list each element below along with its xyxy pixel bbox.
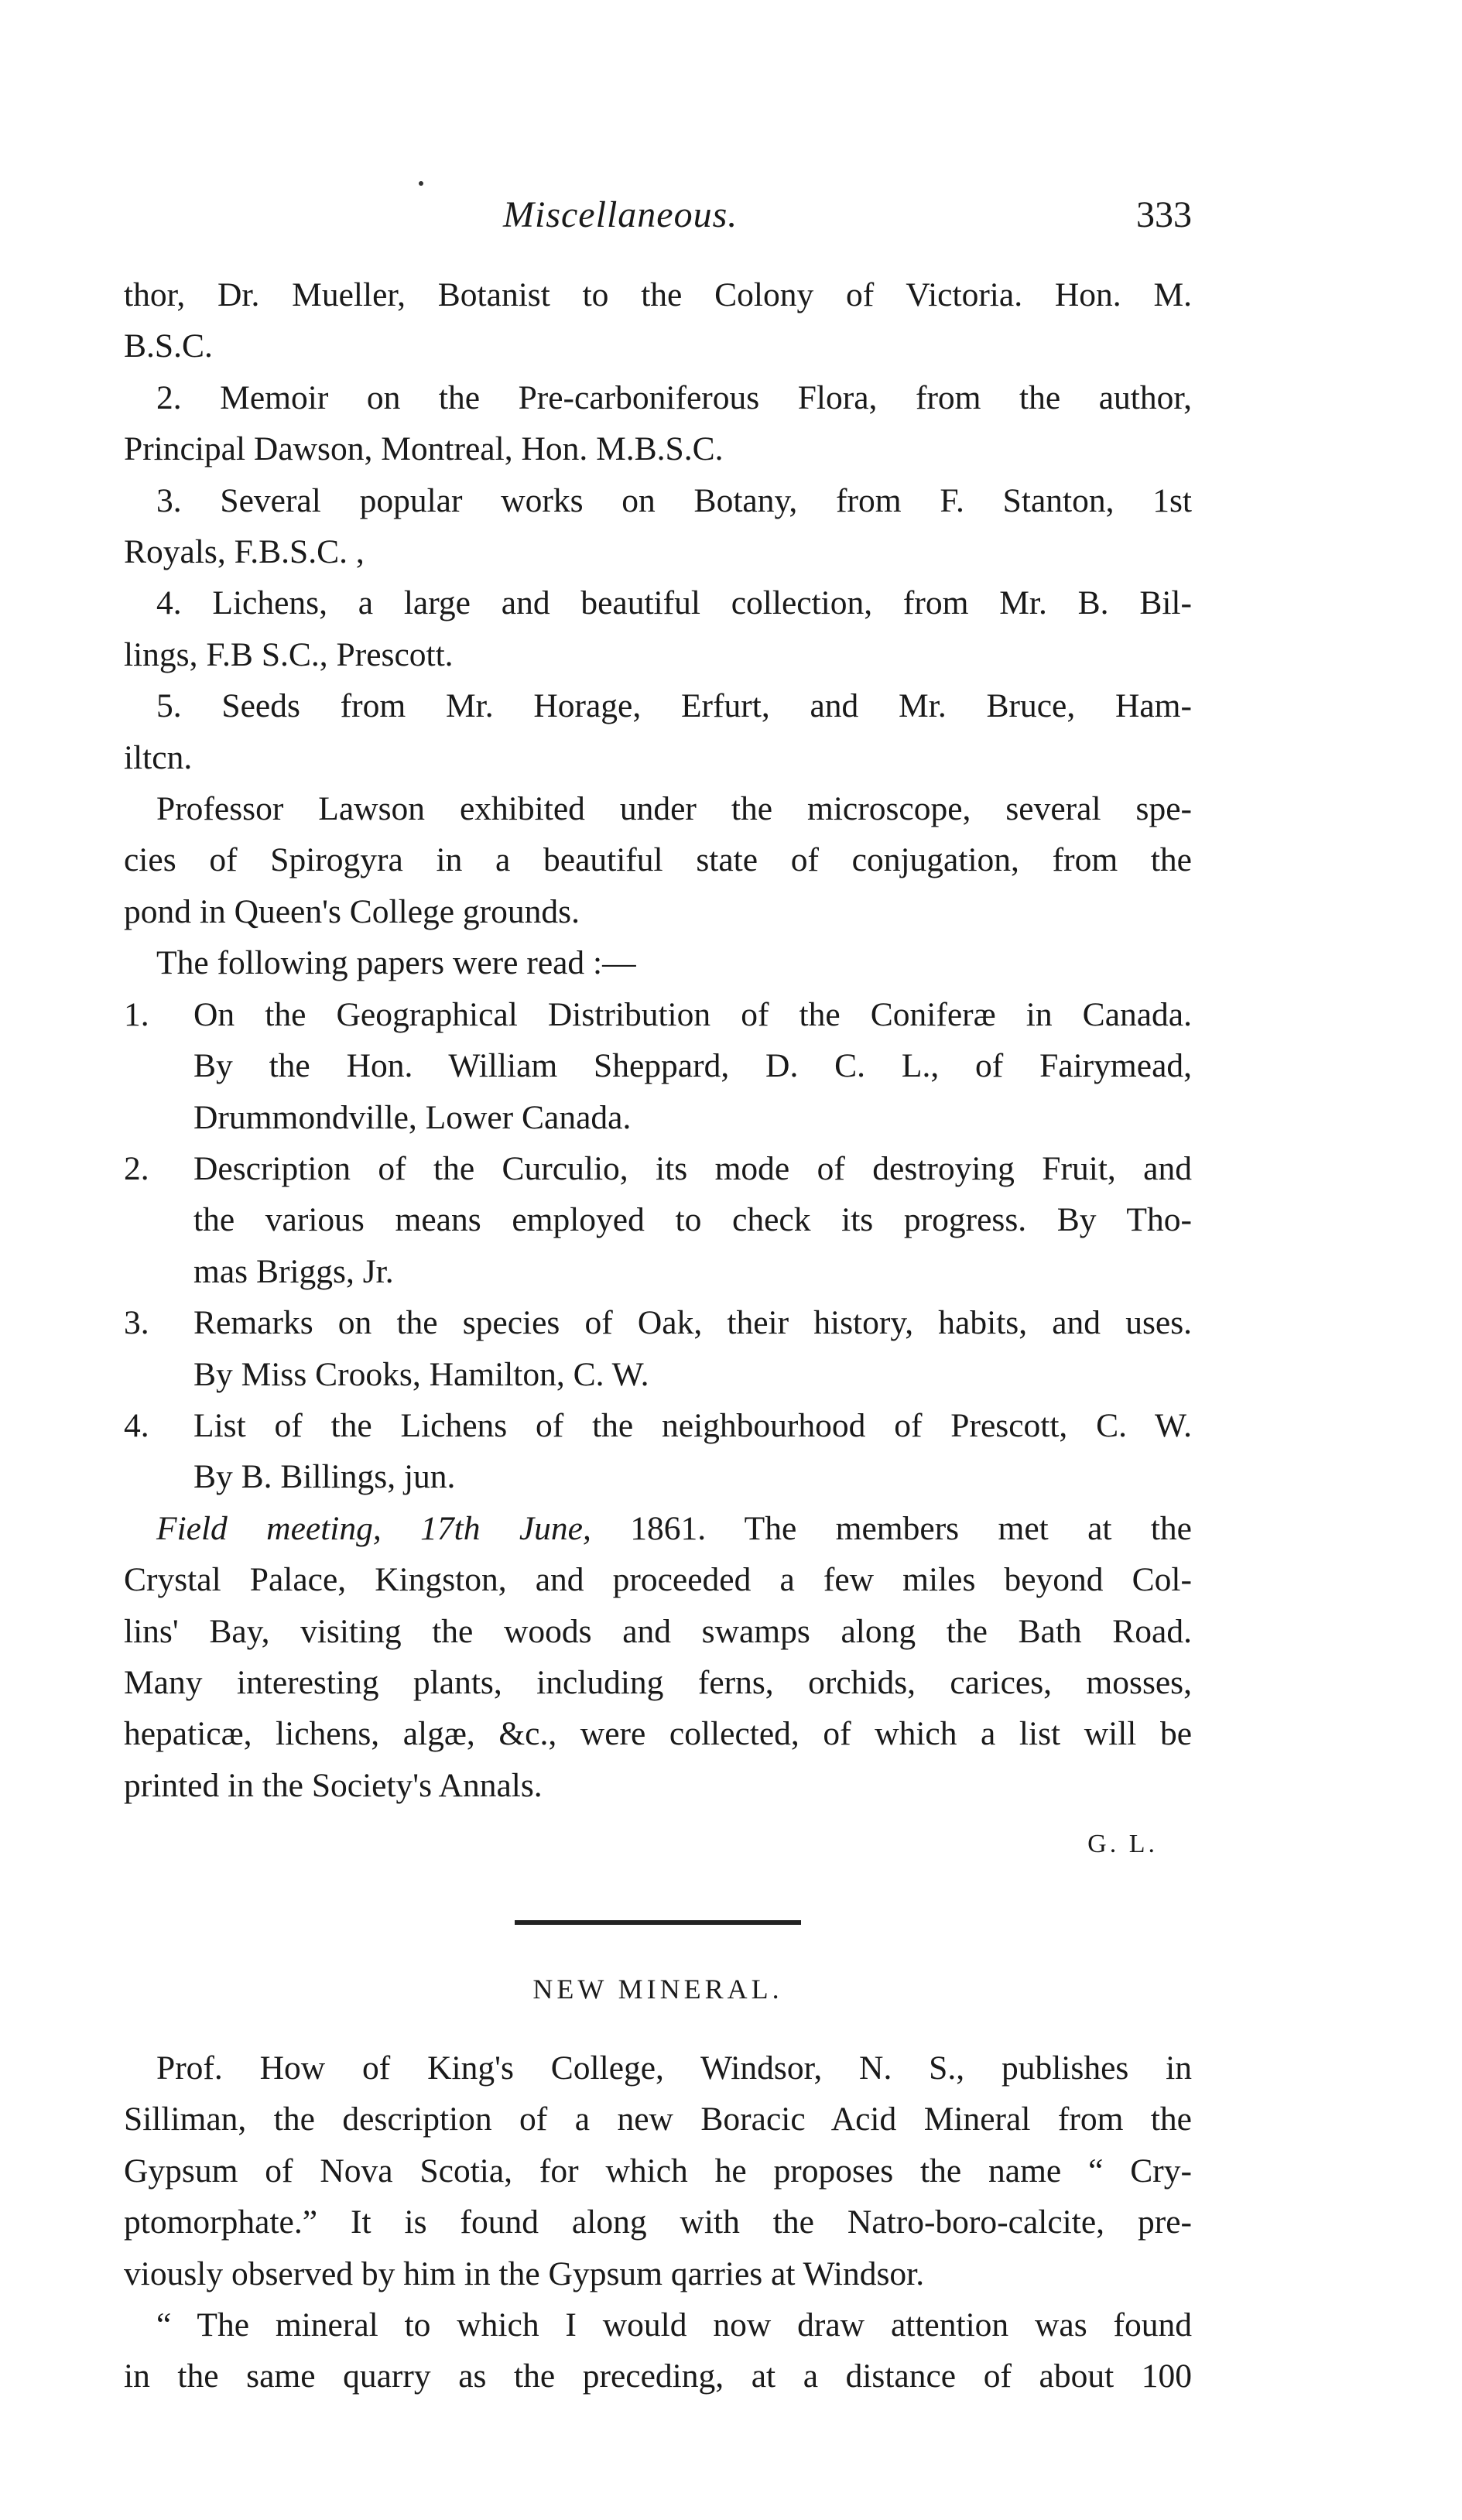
donation-item: 3. Several popular works on Botany, from F. Stanton, 1st [156,481,1192,519]
field-meeting-line: Many interesting plants, including ferns, orchids, carices, mosses, [124,1663,1192,1701]
section-title: NEW MINERAL. [532,1973,783,2005]
paper-line: the various means employed to check its progress. By Tho- [193,1201,1192,1239]
paper-line: List of the Lichens of the neighbourhood of Prescott, C. W. [193,1406,1192,1444]
page-number: 333 [1136,194,1192,235]
donation-item: Principal Dawson, Montreal, Hon. M.B.S.C. [124,430,724,468]
field-meeting-text: 1861. The members met at the [591,1509,1192,1547]
donation-item: 5. Seeds from Mr. Horage, Erfurt, and Mr. Bruce, Ham- [156,687,1192,725]
paper-line: mas Briggs, Jr. [193,1252,394,1290]
donation-continued-line: B.S.C. [124,327,213,365]
mineral-quote-line: in the same quarry as the preceding, at a distance of about 100 [124,2357,1192,2395]
paper-item [124,989,1192,1040]
paper-line: Drummondville, Lower Canada. [193,1098,632,1136]
lawson-paragraph: Professor Lawson exhibited under the microscope, several spe- [156,790,1192,828]
mineral-paragraph-line: viously observed by him in the Gypsum qarries at Windsor. [124,2255,925,2292]
donation-item: Royals, F.B.S.C. , [124,533,365,571]
section-divider [515,1920,801,1925]
field-meeting-line [124,1503,1192,1554]
field-meeting-line: lins' Bay, visiting the woods and swamps along the Bath Road. [124,1612,1192,1650]
donation-continued-line: thor, Dr. Mueller, Botanist to the Colony of Victoria. Hon. M. [124,276,1192,313]
donation-item: 2. Memoir on the Pre-carboniferous Flora, from the author, [156,378,1192,416]
field-meeting-line: printed in the Society's Annals. [124,1766,543,1804]
running-head: Miscellaneous. [503,194,738,235]
mineral-quote-line: “ The mineral to which I would now draw attention was found [156,2306,1192,2344]
papers-intro: The following papers were read :— [156,944,636,982]
signature: G. L. [1087,1830,1158,1859]
mineral-paragraph-line: Silliman, the description of a new Boracic Acid Mineral from the [124,2101,1192,2138]
paper-item [124,1143,1192,1194]
paper-number: 3. [124,1304,149,1342]
paper-item [124,1400,1192,1451]
donation-item: iltcn. [124,738,193,776]
paper-number: 4. [124,1406,149,1444]
paper-line: Remarks on the species of Oak, their history, habits, and uses. [193,1304,1192,1342]
field-meeting-date: 17th June, [420,1509,591,1547]
paper-item [124,1092,1192,1143]
paper-number: 2. [124,1149,149,1187]
paper-item [124,1349,1192,1400]
donation-item: lings, F.B S.C., Prescott. [124,635,454,673]
donation-item: 4. Lichens, a large and beautiful collection, from Mr. B. Bil- [156,584,1192,622]
mineral-paragraph-line: Gypsum of Nova Scotia, for which he proposes the name “ Cry- [124,2152,1192,2190]
paper-item [124,1246,1192,1297]
mineral-paragraph-line: Prof. How of King's College, Windsor, N. S., publishes in [156,2049,1192,2087]
field-meeting-line: Crystal Palace, Kingston, and proceeded a few miles beyond Col- [124,1561,1192,1599]
paper-item [124,1040,1192,1091]
paper-line: By Miss Crooks, Hamilton, C. W. [193,1355,649,1393]
field-meeting-label: Field meeting, [156,1509,382,1547]
page-body [124,269,1192,2402]
paper-line: Description of the Curculio, its mode of destroying Fruit, and [193,1149,1192,1187]
printer-mark [419,181,423,186]
paper-line: By the Hon. William Sheppard, D. C. L., of Fairymead, [193,1047,1192,1085]
paper-line: On the Geographical Distribution of the Coniferæ in Canada. [193,995,1192,1033]
lawson-paragraph: pond in Queen's College grounds. [124,892,580,930]
paper-number: 1. [124,995,149,1033]
lawson-paragraph: cies of Spirogyra in a beautiful state of conjugation, from the [124,841,1192,879]
paper-item [124,1451,1192,1502]
paper-item [124,1297,1192,1348]
field-meeting-line: hepaticæ, lichens, algæ, &c., were collected, of which a list will be [124,1715,1192,1753]
page-header [124,193,1192,255]
mineral-paragraph-line: ptomorphate.” It is found along with the Natro-boro-calcite, pre- [124,2203,1192,2241]
paper-line: By B. Billings, jun. [193,1458,456,1496]
paper-item [124,1194,1192,1245]
